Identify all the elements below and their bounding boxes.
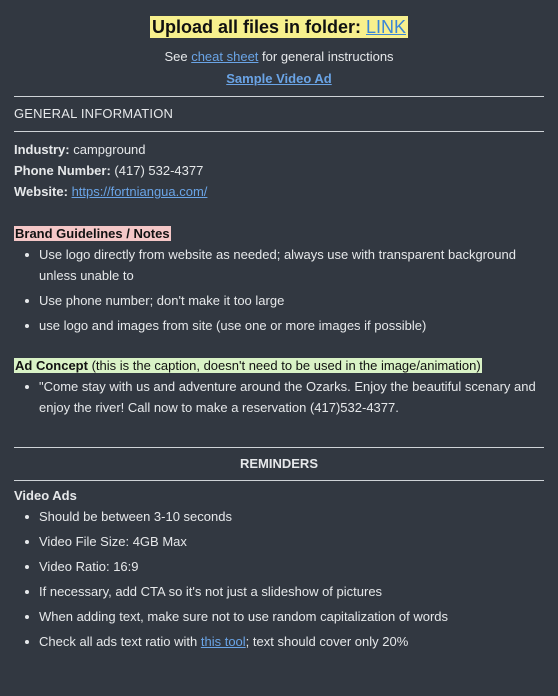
website-link[interactable]: https://fortniangua.com/: [71, 184, 208, 199]
industry-value: campground: [73, 142, 146, 157]
text-ratio-tool-link[interactable]: this tool: [200, 634, 246, 649]
list-item: Use logo directly from website as needed; always use with transparent background unless unable to: [39, 244, 544, 286]
industry-label: Industry:: [14, 142, 70, 157]
ratio-check-suffix: ; text should cover only 20%: [245, 634, 409, 649]
see-text: See: [164, 49, 188, 64]
upload-line: [14, 16, 544, 38]
reminders-heading: REMINDERS: [239, 456, 318, 471]
brand-guidelines-heading-line: [14, 224, 544, 244]
video-ads-heading: Video Ads: [14, 488, 77, 503]
brand-guidelines-list: [14, 244, 544, 336]
ad-concept-label: Ad Concept: [15, 358, 88, 373]
sample-line: [14, 70, 544, 88]
upload-folder-link[interactable]: LINK: [366, 17, 407, 37]
phone-label: Phone Number:: [14, 163, 111, 178]
phone-value: (417) 532-4377: [114, 163, 204, 178]
website-label: Website:: [14, 184, 68, 199]
general-info-heading: GENERAL INFORMATION: [14, 106, 174, 121]
reminders-list: [14, 506, 544, 652]
sample-video-ad-link[interactable]: Sample Video Ad: [226, 71, 332, 86]
phone-line: [14, 160, 544, 181]
brand-guidelines-heading: Brand Guidelines / Notes: [15, 226, 170, 241]
ad-concept-list: [14, 376, 544, 418]
header: [14, 16, 544, 88]
list-item: use logo and images from site (use one or more images if possible): [39, 315, 544, 336]
cheat-suffix: for general instructions: [262, 49, 394, 64]
industry-line: [14, 139, 544, 160]
website-line: [14, 181, 544, 202]
ad-concept-heading-line: [14, 356, 544, 376]
cheat-sheet-line: [14, 48, 544, 66]
upload-text: Upload all files in folder:: [151, 17, 361, 37]
list-item: Video File Size: 4GB Max: [39, 531, 544, 552]
ratio-check-prefix: Check all ads text ratio with: [39, 634, 198, 649]
list-item: "Come stay with us and adventure around the Ozarks. Enjoy the beautiful scenary and enjoy the river! Call now to make a reservation (417)532-4377.: [39, 376, 544, 418]
list-item: Video Ratio: 16:9: [39, 556, 544, 577]
ad-concept-heading: [14, 358, 482, 373]
list-item: If necessary, add CTA so it's not just a slideshow of pictures: [39, 581, 544, 602]
list-item: Should be between 3-10 seconds: [39, 506, 544, 527]
upload-highlight: [150, 16, 408, 38]
ad-concept-note: (this is the caption, doesn't need to be used in the image/animation): [91, 358, 481, 373]
list-item: When adding text, make sure not to use random capitalization of words: [39, 606, 544, 627]
brief-document: [0, 16, 558, 696]
list-item: [39, 631, 544, 652]
list-item: Use phone number; don't make it too large: [39, 290, 544, 311]
cheat-sheet-link[interactable]: cheat sheet: [191, 49, 259, 64]
